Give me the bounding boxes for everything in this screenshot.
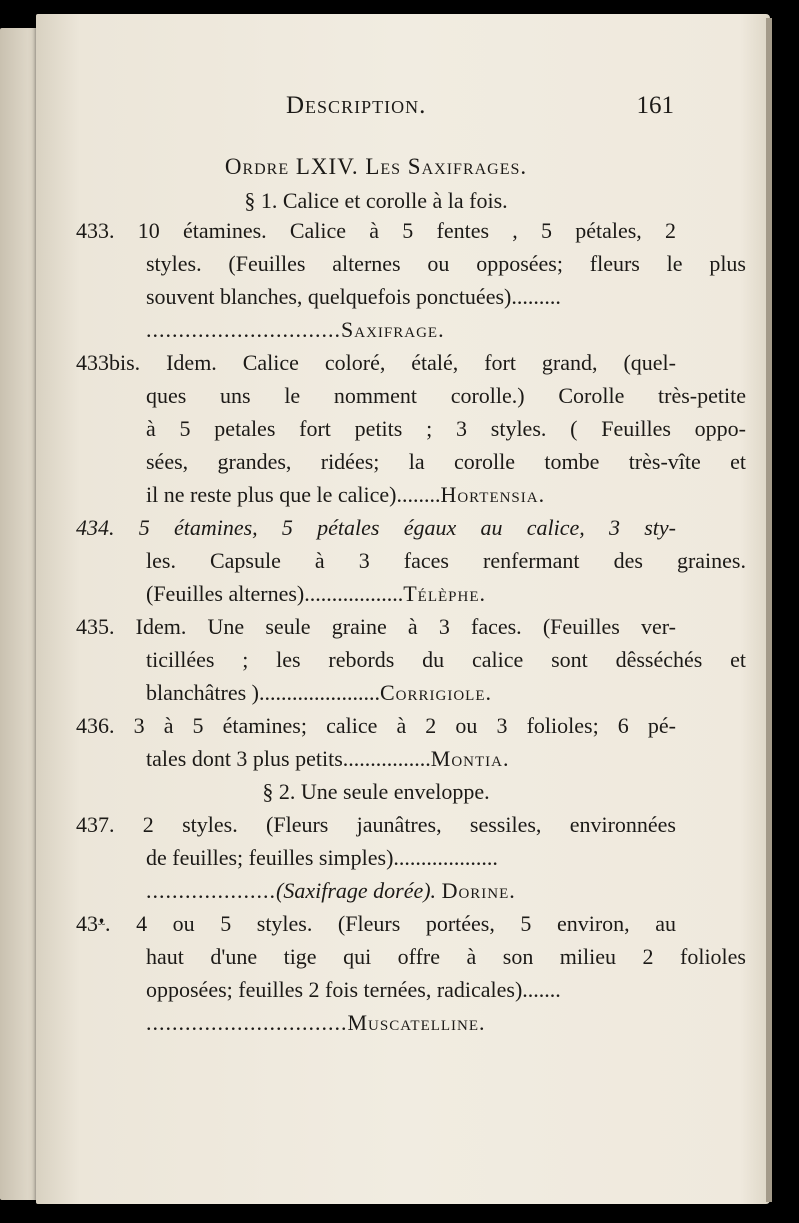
section-heading-1: § 1. Calice et corolle à la fois. bbox=[244, 188, 508, 213]
entry-435-line-3 bbox=[76, 676, 746, 710]
leader-dots: .............................. bbox=[146, 317, 341, 342]
leader-dots: ............................... bbox=[146, 1010, 348, 1035]
order-heading: Ordre LXIV. Les Saxifrages. bbox=[224, 154, 528, 179]
entry-434-line-1: 434. 5 étamines, 5 pétales égaux au calice, 3 sty- bbox=[76, 515, 676, 540]
entry-433-line-3: souvent blanches, quelquefois ponctuées)......... bbox=[146, 284, 561, 309]
running-head bbox=[76, 92, 676, 132]
entry-436-line-1: 436. 3 à 5 étamines; calice à 2 ou 3 folioles; 6 pé- bbox=[76, 713, 676, 738]
entry-434-line-2: les. Capsule à 3 faces renfermant des graines. bbox=[146, 548, 746, 573]
entry-438-line-1: 43ᵜ. 4 ou 5 styles. (Fleurs portées, 5 environ, au bbox=[76, 911, 676, 936]
entry-text: il ne reste plus que le calice)........ bbox=[146, 482, 441, 507]
genus-name: Corrigiole. bbox=[380, 680, 492, 705]
genus-name: Montia. bbox=[430, 746, 510, 771]
leader-dots: .................... bbox=[146, 878, 276, 903]
entry-437-line-2: de feuilles; feuilles simples)................... bbox=[146, 845, 498, 870]
entry-433-line-1: 433. 10 étamines. Calice à 5 fentes , 5 pétales, 2 bbox=[76, 218, 676, 243]
entry-text: tales dont 3 plus petits................ bbox=[146, 746, 431, 771]
entry-433bis-line-3: à 5 petales fort petits ; 3 styles. ( Feuilles oppo- bbox=[146, 416, 746, 441]
entry-433-line-4 bbox=[76, 313, 746, 347]
section-heading-2: § 2. Une seule enveloppe. bbox=[262, 779, 490, 804]
running-title: Description. bbox=[286, 92, 427, 119]
entry-438-line-2: haut d'une tige qui offre à son milieu 2 folioles bbox=[146, 944, 746, 969]
genus-name: Saxifrage. bbox=[341, 317, 445, 342]
genus-name: Dorine. bbox=[441, 878, 516, 903]
entry-437-line-1: 437. 2 styles. (Fleurs jaunâtres, sessiles, environnées bbox=[76, 812, 676, 837]
entry-438-line-4 bbox=[76, 1006, 746, 1040]
page-number: 161 bbox=[636, 92, 674, 119]
common-name: (Saxifrage dorée). bbox=[276, 878, 437, 903]
entry-433bis-line-5 bbox=[76, 478, 746, 512]
page-edge-shadow bbox=[766, 18, 772, 1202]
entry-436-line-2 bbox=[76, 742, 746, 776]
genus-name: Hortensia. bbox=[440, 482, 546, 507]
entry-433bis-line-1: 433bis. Idem. Calice coloré, étalé, fort grand, (quel- bbox=[76, 350, 676, 375]
entry-433-line-2: styles. (Feuilles alternes ou opposées; fleurs le plus bbox=[146, 251, 746, 276]
entry-text: blanchâtres )...................... bbox=[146, 680, 380, 705]
entry-433bis-line-4: sées, grandes, ridées; la corolle tombe très-vîte et bbox=[146, 449, 746, 474]
entry-433bis-line-2: ques uns le nomment corolle.) Corolle très-petite bbox=[146, 383, 746, 408]
entry-435-line-2: ticillées ; les rebords du calice sont dêsséchés et bbox=[146, 647, 746, 672]
genus-name: Muscatelline. bbox=[347, 1010, 486, 1035]
entry-438-line-3: opposées; feuilles 2 fois ternées, radicales)....... bbox=[146, 977, 561, 1002]
entry-text: (Feuilles alternes).................. bbox=[146, 581, 404, 606]
genus-name: Télèphe. bbox=[403, 581, 486, 606]
entry-437-line-3 bbox=[76, 874, 746, 908]
entry-435-line-1: 435. Idem. Une seule graine à 3 faces. (Feuilles ver- bbox=[76, 614, 676, 639]
entry-434-line-3 bbox=[76, 577, 746, 611]
